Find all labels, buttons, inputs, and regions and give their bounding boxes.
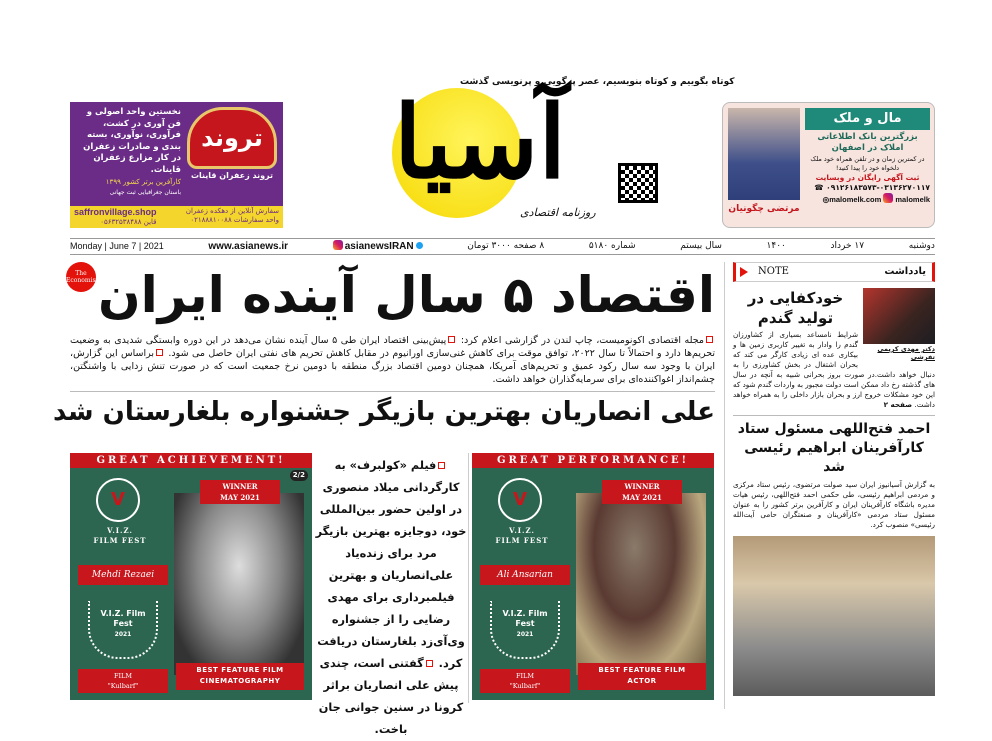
- bullet-icon: [706, 336, 713, 343]
- divider: [70, 391, 715, 392]
- fest-name: [480, 526, 564, 546]
- laurel-year: 2021: [114, 631, 132, 638]
- year-count: سال بیستم: [680, 241, 722, 251]
- year-fa: ۱۴۰۰: [766, 241, 786, 251]
- fest-line1: V.I.Z.: [509, 526, 535, 535]
- malomelk-logo: مال و ملک: [805, 108, 930, 130]
- divider: [733, 415, 935, 416]
- poster-banner: GREAT PERFORMANCE!: [472, 453, 714, 468]
- slogan: کوتاه بگوییم و کوتاه بنویسیم، عصر پرگویی و پرنویسی گذشت: [460, 77, 735, 87]
- middle-text-part: فیلم «کولبرف» به کارگردانی میلاد منصوری در اولین حضور بین‌المللی خود، دوجایزه بهترین بازیگر مرد برای زنده‌یاد علی‌انصاریان و بهترین فیلمبرداری برای مهدی رضایی را از جشنواره وی‌آی‌زد بلغارستان دریافت کرد.: [315, 459, 467, 670]
- poster-mehdi-rezaei: [70, 453, 312, 700]
- ad-website[interactable]: malomelk.com: [829, 195, 882, 204]
- ad-brand: تروند زعفران قاینات: [190, 171, 274, 180]
- lead-part: براساس این گزارش، ایران با وجود سه سال رکود عمیق و تحریم‌های آمریکا، همچنان دومین اقتصاد بزرگ منطقه با دومین نرخ جمعیت است که در صورت تنش زدایی با واشنگتن، چشم‌انداز اغواکننده‌ای برای سرمایه‌گذاران خواهد داشت.: [70, 348, 715, 385]
- poster-page-badge: 2/2: [290, 470, 308, 481]
- film-title: "Kulbarf": [107, 682, 139, 690]
- lead-part: مجله اقتصادی اکونومیست، چاپ لندن در گزارشی اعلام کرد:: [460, 335, 704, 346]
- ad-top: [70, 102, 283, 206]
- poster-banner: GREAT ACHIEVEMENT!: [70, 453, 312, 468]
- date-en: Monday | June 7 | 2021: [70, 241, 164, 251]
- ad-award: کارآفرین برتر کشور ۱۳۹۹: [105, 178, 181, 186]
- mehdi-rezaei-photo: [174, 493, 304, 675]
- winner-badge: [602, 480, 682, 504]
- author-figure: [863, 288, 935, 361]
- ad-logo-column: [185, 107, 279, 204]
- ad-web: [805, 193, 930, 205]
- note-body-cont: کند که بحران اشتغال در بخش کشاورزی را به دنبال خواهد داشت.در صورت بروز بحرانی شبیه به آنچه در سال های گذشته رخ داد ممکن است دولت مجبور به واردات گندم شود که این خود مشکلات خروج ارز و بحران بازار داخلی را به همراه خواهد داشت.: [733, 350, 935, 409]
- ad-title: بزرگترین بانک اطلاعاتی املاک در اصفهان: [817, 132, 918, 153]
- ad-person-name: مرتضی چگونیان: [728, 204, 800, 214]
- note-article: [733, 288, 935, 410]
- bullet-icon: [438, 462, 445, 469]
- laurel-text: V.I.Z. Film Fest: [100, 609, 146, 628]
- ad-contact-right: [161, 207, 279, 227]
- note-header: [733, 262, 935, 282]
- award-category: ACTOR: [627, 677, 657, 685]
- fest-line2: FILM FEST: [495, 536, 549, 545]
- award-text: BEST FEATURE FILM: [598, 666, 686, 674]
- pages-price: ۸ صفحه ۳۰۰۰ تومان: [467, 241, 545, 251]
- lead-paragraph: [70, 334, 715, 386]
- fest-line2: FILM FEST: [93, 536, 147, 545]
- instagram-icon: [333, 240, 343, 250]
- verified-icon: [416, 242, 423, 249]
- winner-name: Mehdi Rezaei: [78, 565, 168, 585]
- note-title[interactable]: خودکفایی در تولید گندم: [747, 289, 844, 327]
- middle-text-part: گفتنی است، چندی پیش علی انصاریان براثر کرونا در سنین جوانی جان باخت.: [318, 657, 464, 736]
- laurel-icon: [88, 601, 158, 659]
- bullet-icon: [448, 336, 455, 343]
- trond-logo: تروند: [187, 107, 277, 169]
- instagram-handle[interactable]: [333, 239, 423, 254]
- winner-text: WINNER: [222, 482, 258, 491]
- note-body-text: شرایط نامساعد بسیاری از کشاورزان گندم را وادار به تغییر کاربری زمین ها و بیکاری عده ای زیادی کارگر می: [733, 330, 858, 359]
- article2-title[interactable]: احمد فتح‌اللهی مسئول ستاد کارآفرینان ابراهیم رئیسی شد: [737, 421, 931, 475]
- film-label: [480, 669, 570, 693]
- middle-article: [315, 455, 467, 741]
- date-bar: [70, 238, 935, 255]
- qr-code-icon[interactable]: [618, 163, 658, 203]
- ad-phone: قاین ۰۵۶۳۲۵۳۸۴۸۸: [100, 218, 157, 226]
- secondary-headline[interactable]: علی انصاریان بهترین بازیگر جشنواره بلغارستان شد: [53, 397, 715, 427]
- instagram-icon: [883, 193, 893, 203]
- ali-ansarian-photo: [576, 493, 706, 675]
- viz-logo-icon: V: [96, 478, 140, 522]
- laurel-text: V.I.Z. Film Fest: [502, 609, 548, 628]
- film-label-text: FILM: [113, 672, 133, 680]
- ad-info-column: [805, 108, 930, 222]
- divider: [468, 453, 469, 703]
- lead-part: پیش‌بینی اقتصاد ایران طی ۵ سال آینده نشان می‌دهد در این دوره وابستگی شدیدی به وضعیت تحریم‌ها دارد و احتمالاً تا سال ۲۰۲۲، توافق موقت برای کاهش غنی‌سازی اورانیوم در مقابل کاهش تحریم های نفتی ایران حاصل می شود.: [70, 335, 715, 359]
- ad-contact-bar: [70, 206, 283, 228]
- ad-instagram[interactable]: malomelk: [895, 195, 930, 204]
- award-text: BEST FEATURE FILM: [196, 666, 284, 674]
- ad-person-column: [727, 108, 801, 222]
- ad-heritage: باستان جغرافیایی ثبت جهانی: [109, 189, 181, 196]
- ad-website[interactable]: saffronvillage.shop: [74, 207, 157, 217]
- newspaper-subtitle: روزنامه اقتصادی: [520, 206, 596, 219]
- fest-name: [78, 526, 162, 546]
- fest-line1: V.I.Z.: [107, 526, 133, 535]
- globe-icon: ◎: [822, 195, 830, 204]
- film-title: "Kulbarf": [509, 682, 541, 690]
- winner-month: MAY 2021: [220, 493, 260, 502]
- author-name: دکتر مهدی کریمی تفرشی: [877, 345, 935, 361]
- right-column: [733, 262, 935, 696]
- ad-text-column: [74, 107, 181, 204]
- article2-body: به گزارش آسیانیوز ایران سید صولت مرتضوی، رئیس ستاد مرکزی و مردمی ابراهیم رئیسی، طی حکمی احمد فتح‌اللهی، رئیس هیات مدیره باشگاه کارآفرینان ایران و کارآفرین برتر کشور را به عنوان مسئول ستاد مردمی «کارآفرینان و صنعتگران حامی آیت‌الله رئیسی» منصوب کرد.: [733, 480, 935, 529]
- ad-phones: [805, 183, 930, 193]
- laurel-icon: [490, 601, 560, 659]
- ad-contact-left: [74, 207, 157, 227]
- newspaper-logo[interactable]: آسیا: [393, 83, 567, 201]
- main-column: [53, 258, 715, 430]
- note-label-fa: یادداشت: [884, 266, 926, 277]
- ad-phones-text: ۰۹۱۲۶۱۸۳۵۷۳-۰۳۱۳۶۲۷۰۱۱۷: [826, 183, 930, 192]
- day-fa: دوشنبه: [908, 241, 935, 251]
- bullet-icon: [156, 349, 163, 356]
- ad-person-photo: [728, 108, 800, 200]
- date-fa: ۱۷ خرداد: [830, 241, 865, 251]
- ad-order-online: سفارش آنلاین از دهکده زعفران: [185, 207, 279, 215]
- issue-number: شماره ۵۱۸۰: [588, 241, 636, 251]
- poster-ali-ansarian: [472, 453, 714, 700]
- page-reference[interactable]: صفحه ۲: [883, 400, 913, 409]
- main-headline[interactable]: اقتصاد ۵ سال آینده ایران: [97, 266, 715, 324]
- ad-cta: ثبت آگهی رایگان در وبسایت: [815, 173, 920, 182]
- laurel-year: 2021: [516, 631, 534, 638]
- winner-text: WINNER: [624, 482, 660, 491]
- economist-badge: The Economist: [66, 262, 96, 292]
- headline-row: [66, 258, 715, 332]
- film-label: [78, 669, 168, 693]
- award-badge: [176, 663, 304, 690]
- award-badge: [578, 663, 706, 690]
- ad-desc: در کمترین زمان و در تلفن همراه خود ملک دلخواه خود را پیدا کنید!: [810, 155, 925, 172]
- winner-name: Ali Ansarian: [480, 565, 570, 585]
- author-photo: [863, 288, 935, 344]
- website-link[interactable]: www.asianews.ir: [208, 241, 289, 252]
- viz-logo-icon: V: [498, 478, 542, 522]
- article2-photo: [733, 536, 935, 696]
- ad-order-phone: واحد سفارشات ۰۲۱۸۸۸۱۰۰۸۸: [190, 216, 279, 224]
- arrow-right-icon: [740, 267, 748, 277]
- divider: [724, 262, 725, 709]
- instagram-text: asianewsIRAN: [344, 241, 414, 252]
- award-category: CINEMATOGRAPHY: [199, 677, 281, 685]
- malomelk-advertisement[interactable]: [722, 102, 935, 228]
- saffron-advertisement[interactable]: [70, 102, 283, 228]
- note-label-en: NOTE: [758, 266, 789, 277]
- film-label-text: FILM: [515, 672, 535, 680]
- winner-badge: [200, 480, 280, 504]
- winner-month: MAY 2021: [622, 493, 662, 502]
- bullet-icon: [426, 660, 433, 667]
- phone-icon: ☎: [814, 183, 824, 192]
- ad-text: نخستین واحد اصولی و فن آوری در کشت، فرآوری، نوآوری، بسته بندی و صادرات زعفران در کار مزارع زعفران قاینات.: [83, 107, 181, 175]
